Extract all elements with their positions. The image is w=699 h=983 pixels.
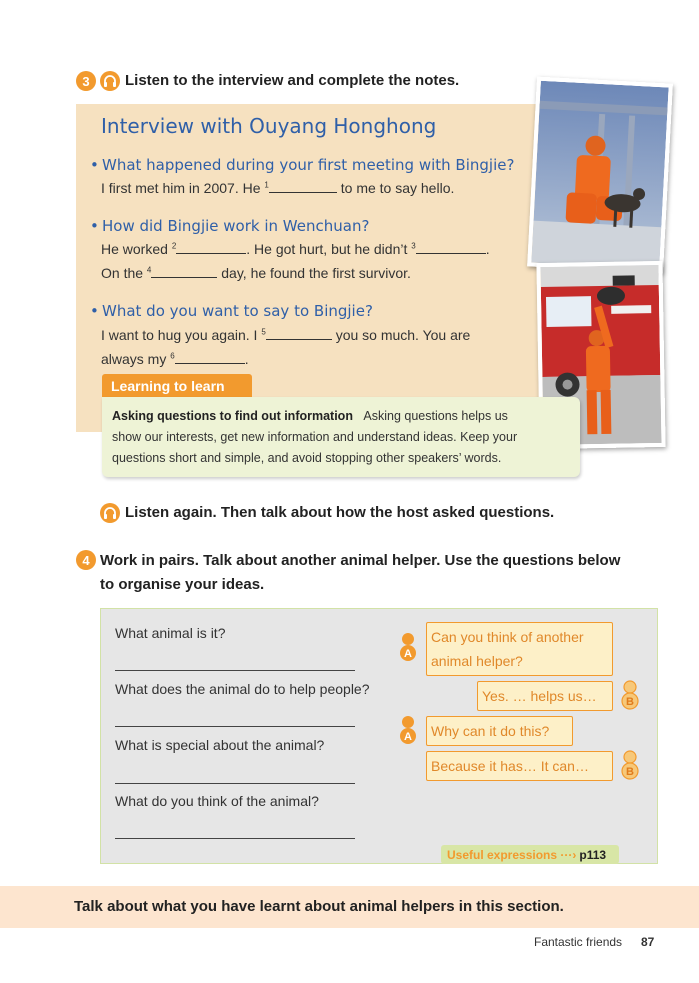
- blank-1[interactable]: [269, 179, 337, 193]
- question-1: • What happened during your first meeting with Bingjie?: [90, 156, 515, 174]
- blank-6[interactable]: [175, 350, 245, 364]
- speaker-a-avatar: [396, 632, 420, 662]
- task4-instruction-line2: to organise your ideas.: [100, 576, 265, 593]
- speech-bubble-b1: Yes. … helps us…: [477, 681, 613, 711]
- task-number-4: 4: [76, 550, 96, 570]
- svg-text:A: A: [404, 648, 412, 660]
- answer-line[interactable]: [115, 726, 355, 727]
- svg-text:B: B: [626, 696, 634, 708]
- blank-5[interactable]: [266, 326, 332, 340]
- answer-line[interactable]: [115, 670, 355, 671]
- summary-text: Talk about what you have learnt about animal helpers in this section.: [74, 898, 564, 915]
- task3-instruction: Listen to the interview and complete the notes.: [125, 72, 460, 89]
- speech-bubble-b2: Because it has… It can…: [426, 751, 613, 781]
- talk-question-4: What do you think of the animal?: [115, 793, 319, 809]
- answer-line[interactable]: [115, 838, 355, 839]
- learning-to-learn-box: Asking questions to find out information Asking questions helps us show our interests, get new information and understand ideas. Keep your questions short and simple, and avoid stopping other speakers’ words.: [102, 397, 580, 477]
- question-3: • What do you want to say to Bingjie?: [90, 302, 373, 320]
- answer-line-3: On the $^4$ day, he found the first survivor.: [101, 265, 411, 281]
- learning-to-learn-tab: Learning to learn: [102, 374, 252, 397]
- tip-heading: Asking questions to find out information: [112, 409, 353, 423]
- speaker-a-avatar: [396, 715, 420, 745]
- answer-line-1: I first met him in 2007. He $^1$ to me to say hello.: [101, 180, 455, 196]
- useful-expressions-link[interactable]: Useful expressions ···› p113: [441, 845, 619, 864]
- photo-rescuer-with-dog: [527, 77, 673, 274]
- arrow-icon: ···›: [560, 847, 577, 862]
- answer-line-4: I want to hug you again. I $^5$ you so much. You are: [101, 327, 471, 343]
- talk-question-2: What does the animal do to help people?: [115, 681, 370, 697]
- blank-2[interactable]: [176, 240, 246, 254]
- answer-line-2: He worked $^2$ . He got hurt, but he didn’t $^3$ .: [101, 241, 490, 257]
- task-number-3: 3: [76, 71, 96, 91]
- headphones-icon[interactable]: [100, 71, 120, 91]
- footer-unit: Fantastic friends: [534, 935, 623, 949]
- task4-instruction-line1: Work in pairs. Talk about another animal helper. Use the questions below: [100, 552, 621, 569]
- answer-line[interactable]: [115, 783, 355, 784]
- answer-line-5: always my $^6$ .: [101, 351, 249, 367]
- talk-question-3: What is special about the animal?: [115, 737, 325, 753]
- notes-title: Interview with Ouyang Honghong: [101, 114, 437, 138]
- speech-bubble-a2: Why can it do this?: [426, 716, 573, 746]
- headphones-icon-2[interactable]: [100, 503, 120, 523]
- page-number: 87: [641, 935, 655, 949]
- listen-again-instruction: Listen again. Then talk about how the host asked questions.: [125, 504, 555, 521]
- svg-text:B: B: [626, 766, 634, 778]
- talk-question-1: What animal is it?: [115, 625, 226, 641]
- blank-3[interactable]: [416, 240, 486, 254]
- speaker-b-avatar: [618, 680, 642, 710]
- speaker-b-avatar: [618, 750, 642, 780]
- svg-text:A: A: [404, 731, 412, 743]
- blank-4[interactable]: [151, 264, 217, 278]
- question-2: • How did Bingjie work in Wenchuan?: [90, 217, 370, 235]
- speech-bubble-a1: Can you think of another animal helper?: [426, 622, 613, 676]
